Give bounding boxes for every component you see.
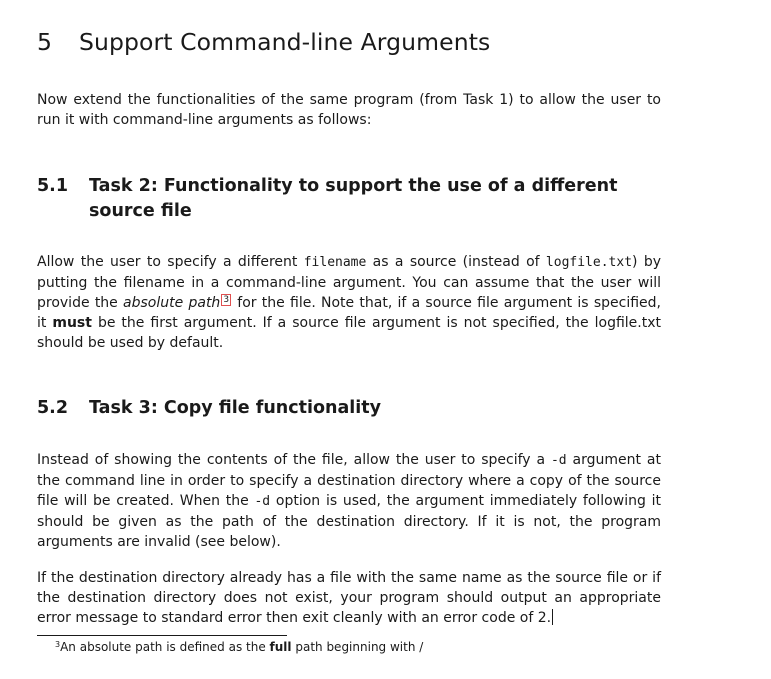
text-run: Allow the user to specify a different <box>37 254 304 270</box>
section-intro <box>37 90 661 130</box>
subsection-title: Task 2: Functionality to support the use of a different source file <box>89 176 618 221</box>
text-cursor <box>552 609 553 625</box>
strong-must: must <box>52 315 92 331</box>
subsection-title: Task 3: Copy file functionality <box>89 398 382 418</box>
footnote-divider <box>37 635 287 636</box>
subsection-heading-5-1 <box>37 174 661 224</box>
text-run: If the destination directory already has a file with the same name as the source file or if the destination directory does not exist, your program should output an appropriate error message to standard error then exit cleanly with an error code of 2. <box>37 570 661 626</box>
section-title: Support Command-line Arguments <box>79 28 491 56</box>
code-logfile: logfile.txt <box>545 255 633 270</box>
text-run: be the first argument. If a source file argument is not specified, the logfile.txt should be used by default. <box>37 315 661 351</box>
task3-paragraph-1 <box>37 450 661 552</box>
text-run: ) by putting the filename in a command-line argument. You can assume that the user will provide the <box>37 254 661 311</box>
subsection-heading-5-2 <box>37 396 661 421</box>
footnote <box>55 640 423 654</box>
code-d-option: -d <box>550 453 567 468</box>
footnote-link[interactable]: 3 <box>223 295 230 305</box>
text-run: Instead of showing the contents of the file, allow the user to specify a <box>37 452 551 468</box>
text-run: as a source (instead of <box>366 254 546 270</box>
text-run: option is used, the argument immediately following it should be given as the path of the destination directory. If it is not, the program arguments are invalid (see below). <box>37 493 661 550</box>
subsection-number: 5.1 <box>37 176 69 196</box>
code-d-option: -d <box>254 494 271 509</box>
section-heading <box>37 28 490 56</box>
text-run: for the file. Note that, if a source file argument is specified, it <box>37 295 661 331</box>
code-filename: filename <box>303 255 367 270</box>
subsection-number: 5.2 <box>37 398 69 418</box>
text-run: argument at the command line in order to specify a destination directory where a copy of the source file will be created. When the <box>37 452 661 509</box>
intro-text: Now extend the functionalities of the same program (from Task 1) to allow the user to run it with command-line arguments as follows: <box>37 92 661 128</box>
strong-full: full <box>269 640 292 654</box>
task3-paragraph-2[interactable] <box>37 568 661 628</box>
text-run: An absolute path is defined as the <box>60 640 270 654</box>
footnote-mark: 3 <box>55 640 61 649</box>
emphasis-absolute-path: absolute path <box>123 295 221 311</box>
task2-paragraph <box>37 252 661 353</box>
section-number: 5 <box>37 28 53 56</box>
text-run: path beginning with / <box>291 640 424 654</box>
